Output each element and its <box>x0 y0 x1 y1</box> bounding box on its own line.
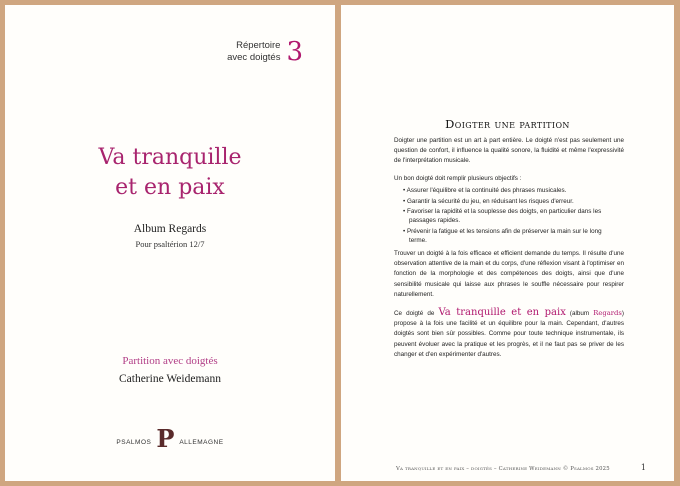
objectives-list <box>401 186 621 246</box>
bullet-icon: • <box>403 187 406 194</box>
list-item-text: Assurer l'équilibre et la continuité des phrases musicales. <box>406 187 567 194</box>
album-name: Album Regards <box>133 223 207 235</box>
list-item-text: Prévenir la fatigue et les tensions afin de préserver la main sur le long terme. <box>406 227 602 244</box>
paragraph-method: Trouver un doigté à la fois efficace et efficient demande du temps. Il résulte d'une observation attentive de la main et du corps, d'une réflexion visant à l'optimiser en fonction de la morphologie et des compétences des doigts, ainsi que d'une sensibilité musicale qui laisse aux phrases le souffle nécessaire pour respirer naturellement. <box>394 250 624 298</box>
bullet-icon: • <box>403 227 406 235</box>
cover-page <box>5 5 335 481</box>
inline-album-name: Regards <box>593 309 622 317</box>
text-rest: propose à la fois une facilité et un équilibre pour la main. Cependant, d'autres doigtés sont bien sûr possibles. Comme pour toute technique instrumentale, ils peuvent évoluer avec la pratique et les progrès, et il ne faut pas se priver de les changer et d'en expérimenter d'autres. <box>394 320 624 358</box>
logo-letter: P <box>156 424 175 453</box>
page-footer: Va tranquille et en paix – doigtés – Catherine Weidemann © Psalmos 2025 <box>396 466 610 472</box>
list-item <box>401 207 621 225</box>
list-item <box>401 186 621 195</box>
series-line-2: avec doigtés <box>227 52 281 63</box>
list-item-text: Favoriser la rapidité et la souplesse des doigts, en particulier dans les passages rapides. <box>406 208 602 224</box>
list-item-text: Garantir la sécurité du jeu, en réduisant les risques d'erreur. <box>406 197 574 205</box>
paragraph-conclusion <box>394 308 624 360</box>
series-tag <box>227 39 303 65</box>
bullet-icon: • <box>403 208 406 215</box>
section-heading: Doigter une partition <box>445 117 570 131</box>
partition-label: Partition avec doigtés <box>122 355 218 367</box>
series-label <box>227 40 280 64</box>
author-name: Catherine Weidemann <box>118 373 221 385</box>
inline-piece-title: Va tranquille et en paix <box>438 307 566 318</box>
series-number: 3 <box>286 37 303 67</box>
publisher-logo <box>5 424 335 455</box>
psalmos-logo-icon <box>154 424 176 455</box>
text-album-open: (album <box>565 310 594 317</box>
paragraph-objectives: Un bon doigté doit remplir plusieurs objectifs : <box>394 175 522 182</box>
list-item <box>401 197 621 206</box>
bullet-icon: • <box>403 197 406 205</box>
publisher-left: PSALMOS <box>116 438 152 446</box>
text-album-close: ) <box>621 310 624 317</box>
paragraph-intro: Doigter une partition est un art à part entière. Le doigté n'est pas seulement une question de confort, il influence la qualité sonore, la fluidité et même l'expressivité de l'interprétation musicale. <box>394 137 624 165</box>
publisher-right: ALLEMAGNE <box>179 438 224 446</box>
series-line-1: Répertoire <box>236 40 281 51</box>
content-page <box>341 5 674 481</box>
cover-title <box>5 143 335 203</box>
list-item <box>401 227 621 245</box>
title-line-1: Va tranquille <box>98 145 242 170</box>
title-line-2: et en paix <box>115 175 225 200</box>
instrument-label: Pour psaltérion 12/7 <box>135 239 205 249</box>
page-number: 1 <box>640 463 646 472</box>
text-prefix: Ce doigté de <box>394 310 439 317</box>
